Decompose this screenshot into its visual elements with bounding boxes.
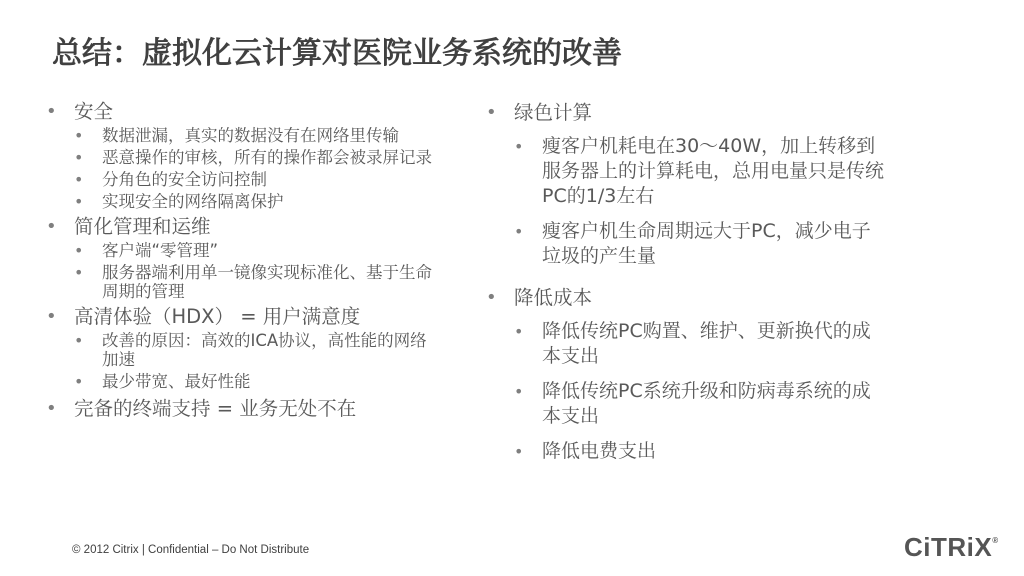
sub-bullet: • 最少带宽、最好性能 — [74, 372, 436, 391]
copyright-footer: © 2012 Citrix | Confidential – Do Not Distribute — [72, 544, 310, 556]
sub-bullet: • 降低传统PC系统升级和防病毒系统的成本支出 — [514, 379, 886, 429]
sub-bullet: • 瘦客户机耗电在30～40W，加上转移到服务器上的计算耗电，总用电量只是传统PC的1/3左右 — [514, 134, 886, 209]
bullet-cost-reduction — [486, 285, 886, 464]
sub-bullet: • 实现安全的网络隔离保护 — [74, 192, 436, 211]
bullet-security — [46, 100, 436, 211]
right-column — [486, 100, 886, 480]
bullet-label: 简化管理和运维 — [74, 215, 211, 238]
sub-bullet: • 恶意操作的审核，所有的操作都会被录屏记录 — [74, 148, 436, 167]
sub-bullet: • 降低传统PC购置、维护、更新换代的成本支出 — [514, 319, 886, 369]
bullet-management — [46, 215, 436, 301]
bullet-label: 完备的终端支持 = 业务无处不在 — [74, 397, 357, 420]
bullet-green-computing — [486, 100, 886, 269]
sub-bullet: • 改善的原因：高效的ICA协议，高性能的网络加速 — [74, 331, 436, 369]
registered-mark: ® — [992, 536, 999, 545]
sub-bullet: • 客户端“零管理” — [74, 241, 436, 260]
bullet-label: 绿色计算 — [514, 101, 593, 124]
bullet-terminal-support — [46, 397, 436, 421]
logo-text: CiTRiX — [904, 532, 993, 562]
sub-bullet: • 分角色的安全访问控制 — [74, 170, 436, 189]
sub-bullet: • 降低电费支出 — [514, 439, 886, 464]
sub-bullet: • 服务器端利用单一镜像实现标准化、基于生命周期的管理 — [74, 263, 436, 301]
bullet-label: 安全 — [74, 100, 114, 123]
sub-bullet: • 数据泄漏，真实的数据没有在网络里传输 — [74, 126, 436, 145]
bullet-label: 高清体验（HDX） = 用户满意度 — [74, 305, 361, 328]
sub-bullet: • 瘦客户机生命周期远大于PC，减少电子垃圾的产生量 — [514, 219, 886, 269]
left-column — [46, 100, 436, 425]
citrix-logo — [904, 532, 999, 563]
bullet-hdx — [46, 305, 436, 391]
slide-title: 总结：虚拟化云计算对医院业务系统的改善 — [52, 36, 622, 71]
bullet-label: 降低成本 — [514, 286, 593, 309]
